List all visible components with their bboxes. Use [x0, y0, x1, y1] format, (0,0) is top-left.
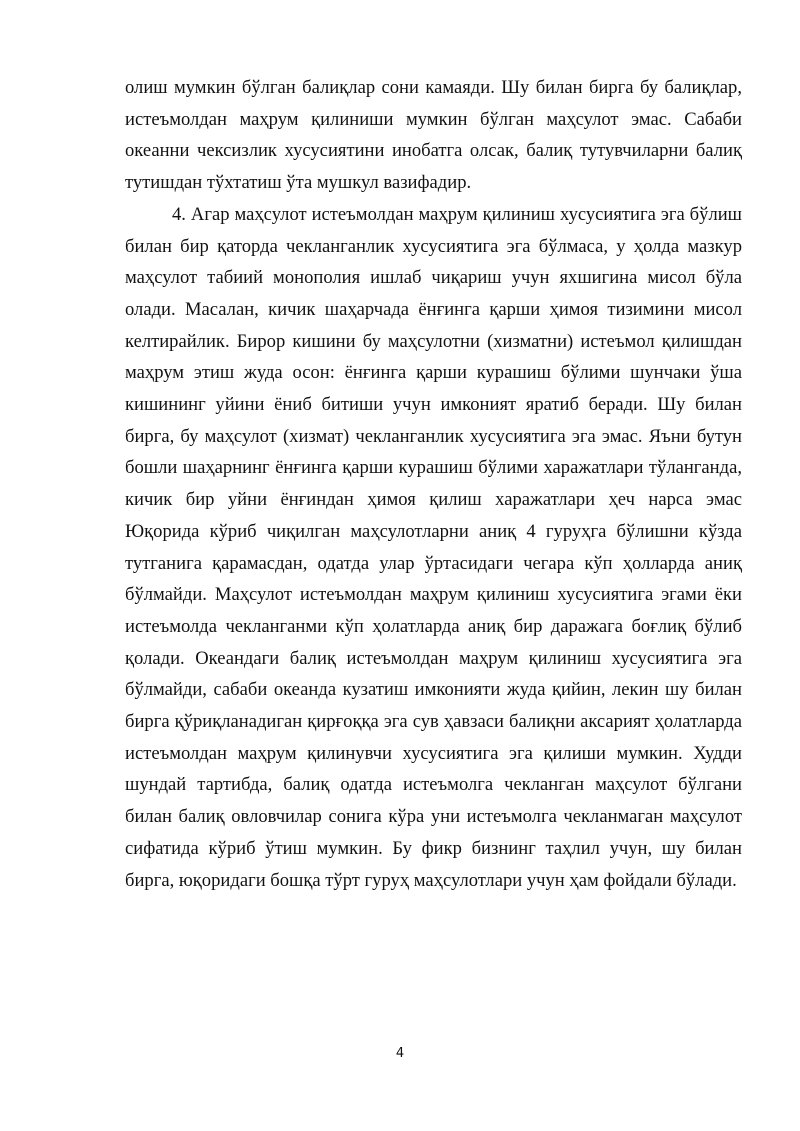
- paragraph-item-4: 4. Агар маҳсулот истеъмолдан маҳрум қилиниш хусусиятига эга бўлиш билан бир қаторда чекланганлик хусусиятига эга бўлмаса, у ҳолда мазкур маҳсулот табиий монополия ишлаб чиқариш учун яхшигина мисол бўла олади. Масалан, кичик шаҳарчада ёнғинга қарши ҳимоя тизимини мисол келтирайлик. Бирор кишини бу маҳсулотни (хизматни) истеъмол қилишдан маҳрум этиш жуда осон: ёнғинга қарши курашиш бўлими шунчаки ўша кишининг уйини ёниб битиши учун имконият яратиб беради. Шу билан бирга, бу маҳсулот (хизмат) чекланганлик хусусиятига эга эмас. Яъни бутун бошли шаҳарнинг ёнғинга қарши курашиш бўлими харажатлари тўланганда, кичик бир уйни ёнғиндан ҳимоя қилиш харажатлари ҳеч нарса эмас Юқорида кўриб чиқилган маҳсулотларни аниқ 4 гуруҳга бўлишни кўзда тутганига қарамасдан, одатда улар ўртасидаги чегара кўп ҳолларда аниқ бўлмайди. Маҳсулот истеъмолдан маҳрум қилиниш хусусиятига эгами ёки истеъмолда чекланганми кўп ҳолатларда аниқ бир даражага боғлиқ бўлиб қолади. Океандаги балиқ истеъмолдан маҳрум қилиниш хусусиятига эга бўлмайди, сабаби океанда кузатиш имконияти жуда қийин, лекин шу билан бирга қўриқланадиган қирғоққа эга сув ҳавзаси балиқни аксарият ҳолатларда истеъмолдан маҳрум қилинувчи хусусиятига эга қилиши мумкин. Худди шундай тартибда, балиқ одатда истеъмолга чекланган маҳсулот бўлгани билан балиқ овловчилар сонига кўра уни истеъмолга чекланмаган маҳсулот сифатида кўриб ўтиш мумкин. Бу фикр бизнинг таҳлил учун, шу билан бирга, юқоридаги бошқа тўрт гуруҳ маҳсулотлари учун ҳам фойдали бўлади.: [125, 203, 742, 891]
- paragraph-continuation: олиш мумкин бўлган балиқлар сони камаяди. Шу билан бирга бу балиқлар, истеъмолдан маҳрум қилиниши мумкин бўлган маҳсулот эмас. Сабаби океанни чексизлик хусусиятини инобатга олсак, балиқ тутувчиларни балиқ тутишдан тўхтатиш ўта мушкул вазифадир.: [125, 77, 742, 194]
- page-body: [125, 72, 742, 896]
- page-number: 4: [395, 1046, 405, 1061]
